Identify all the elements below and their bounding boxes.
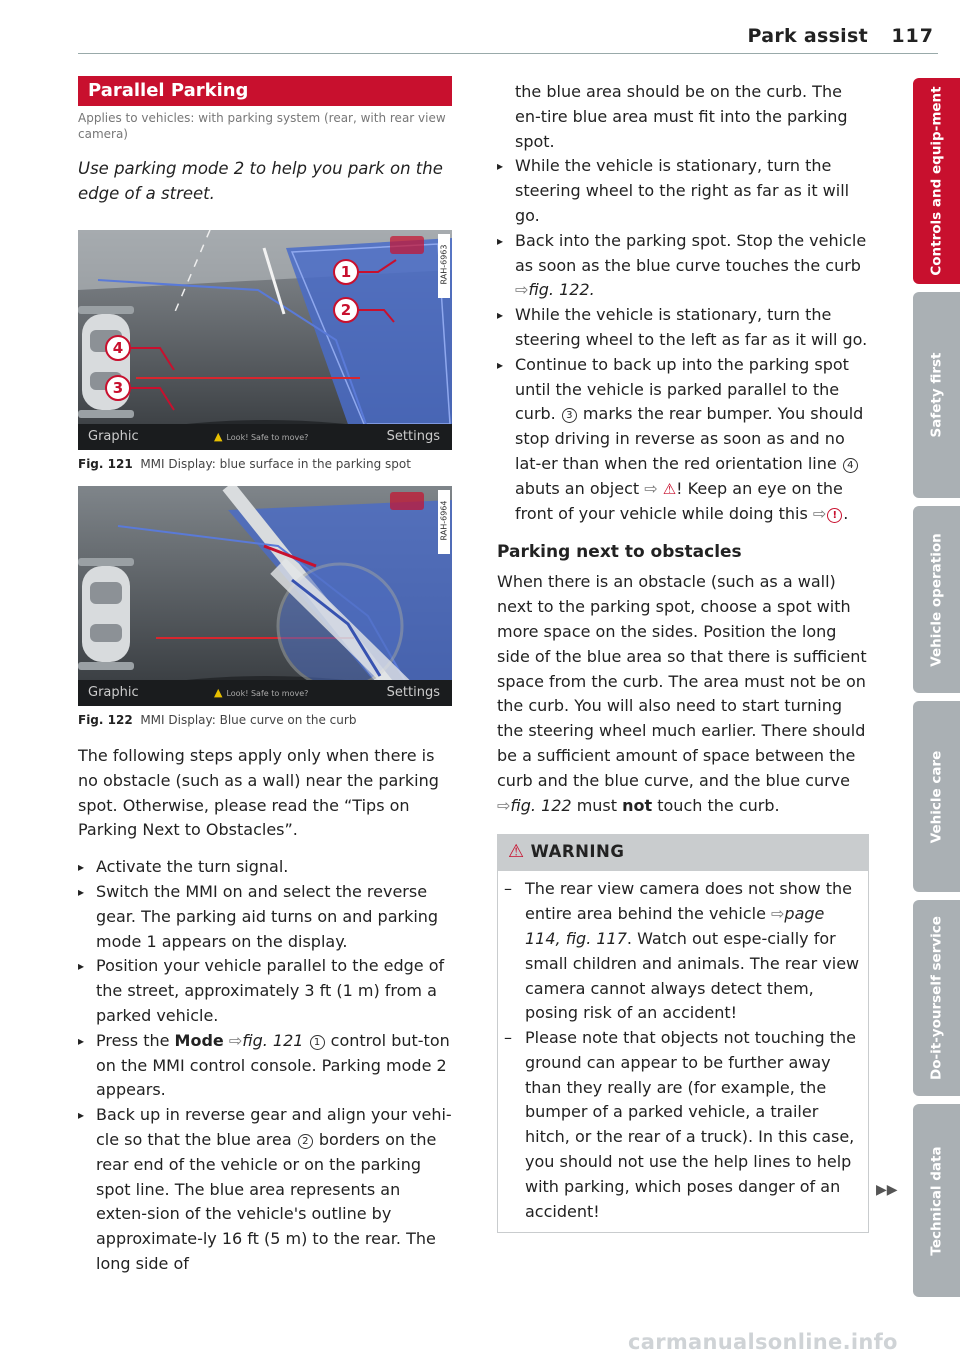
parking-camera-view-1 [78, 230, 452, 450]
continued-text: the blue area should be on the curb. The en-tire blue area must fit into the parking spot. [515, 82, 848, 151]
tab-vehicle-operation[interactable]: Vehicle operation [913, 506, 960, 693]
step-item: ▸ Back into the parking spot. Stop the vehicle as soon as the blue curve touches the curb ⇨fig. 122. [497, 229, 869, 303]
header-rule [78, 53, 938, 54]
parking-camera-view-2 [78, 486, 452, 706]
warning-list [504, 877, 862, 1224]
steps-list-left [78, 855, 452, 1277]
menu-graphic: Graphic [88, 685, 139, 700]
arrow-icon: ⇨ [228, 1030, 243, 1050]
arrow-icon: ⇨ [644, 478, 658, 498]
intro-text: Use parking mode 2 to help you park on the edge of a street. [78, 159, 443, 203]
applies-to-note: Applies to vehicles: with parking system (rear, with rear view camera) [78, 111, 446, 141]
mmi-display-fig122 [78, 486, 452, 706]
warning-triangle-icon: ▲ [214, 686, 223, 699]
step-item: ▸ While the vehicle is stationary, turn the steering wheel to the left as far as it will go. [497, 303, 869, 353]
obstacles-paragraph: When there is an obstacle (such as a wall) next to the parking spot, choose a spot with more space on the sides. Position the long side of the blue area so that there is sufficient space from the curb. The area must not be on the curb. You will also need to start turning the steering wheel much earlier. There should be a sufficient amount of space between the curb and the blue curve, and the blue curve ⇨fig. 122 must not touch the curb. [497, 572, 867, 815]
step-item: ▸ Back up in reverse gear and align your vehi-cle so that the blue area 2 borders on the rear end of the vehicle or on the parking spot line. The blue area represents an exten-sion of the vehicle's outline by approximate-ly 16 ft (5 m) to the rear. The long side of [78, 1103, 452, 1277]
page-link[interactable]: page 114, fig. 117 [525, 904, 825, 948]
menu-safety-prompt: ▲ Look! Safe to move? [214, 430, 309, 443]
arrow-icon: ⇨ [497, 795, 511, 815]
svg-text:2: 2 [340, 301, 352, 319]
step-item: ▸ Continue to back up into the parking spot until the vehicle is parked parallel to the curb. 3 marks the rear bumper. You should stop driving in reverse as soon as and no lat-er than when the red orientation line 4 abuts an object ⇨ ⚠! Keep an eye on the front of your vehicle while doing this ⇨ ! . [497, 353, 869, 527]
subheading-obstacles: Parking next to obstacles [497, 542, 742, 563]
menu-settings: Settings [386, 685, 440, 700]
steps-list-right [497, 154, 869, 526]
callout-number: 2 [298, 1134, 313, 1149]
arrow-icon: ⇨ [812, 503, 827, 523]
menu-safety-prompt: ▲ Look! Safe to move? [214, 686, 309, 699]
callout-number: 1 [310, 1035, 325, 1050]
arrow-icon: ⇨ [771, 904, 785, 924]
figure-code: RAH-6964 [438, 490, 450, 554]
warning-triangle-icon: ⚠ [662, 479, 677, 498]
figure-link[interactable]: fig. 122 [510, 795, 572, 815]
tab-technical-data[interactable]: Technical data [913, 1104, 960, 1297]
arrow-icon: ⇨ [515, 280, 529, 300]
left-column [78, 76, 452, 1277]
step-item: ▸ While the vehicle is stationary, turn the steering wheel to the right as far as it will go. [497, 154, 869, 228]
menu-settings: Settings [386, 429, 440, 444]
car-top-icon [78, 558, 134, 670]
car-top-icon [78, 306, 134, 418]
step-item: ▸ Activate the turn signal. [78, 855, 452, 880]
svg-text:3: 3 [112, 379, 124, 397]
mmi-menu-bar [78, 680, 452, 706]
watermark: carmanualsonline.info [628, 1330, 898, 1354]
continue-arrow-icon: ▶▶ [876, 1182, 898, 1198]
figure-caption-121: Fig. 121 MMI Display: blue surface in the parking spot [78, 457, 411, 471]
mmi-display-fig121 [78, 230, 452, 450]
intro-paragraph: The following steps apply only when there is no obstacle (such as a wall) near the parking spot. Otherwise, please read the “Tips on Parking Next to Obstacles”. [78, 746, 439, 840]
tab-vehicle-care[interactable]: Vehicle care [913, 701, 960, 892]
svg-text:1: 1 [340, 263, 352, 281]
figure-122 [78, 486, 452, 728]
warning-box [497, 834, 869, 1233]
mmi-menu-bar [78, 424, 452, 450]
figure-link[interactable]: fig. 122. [528, 280, 595, 300]
running-header-section: Park assist [747, 25, 868, 47]
tab-controls-and-equipment[interactable]: Controls and equip-ment [913, 78, 960, 284]
warning-triangle-icon: ⚠ [508, 841, 525, 863]
callout-number: 3 [562, 408, 577, 423]
warning-item: – The rear view camera does not show the entire area behind the vehicle ⇨page 114, fig. 117. Watch out espe-cially for small children and animals. The rear view camera cannot always detect them, posing risk of an accident! [504, 877, 862, 1026]
figure-link[interactable]: fig. 121 [242, 1030, 304, 1050]
figure-code: RAH-6963 [438, 234, 450, 298]
right-column [497, 80, 869, 1233]
warning-triangle-icon: ▲ [214, 430, 223, 443]
step-item: ▸ Press the Mode ⇨fig. 121 1 control but-ton on the MMI control console. Parking mode 2 appears. [78, 1029, 452, 1103]
svg-text:4: 4 [112, 339, 124, 357]
page-number: 117 [891, 25, 934, 47]
step-item: ▸ Switch the MMI on and select the reverse gear. The parking aid turns on and parking mode 1 appears on the display. [78, 880, 452, 954]
step-item: ▸ Position your vehicle parallel to the edge of the street, approximately 3 ft (1 m) from a parked vehicle. [78, 954, 452, 1028]
warning-item: – Please note that objects not touching the ground can appear to be further away than they really are (for example, the bumper of a parked vehicle, a trailer hitch, or the rear of a truck). In this case, you should not use the help lines to help with parking, which poses danger of an accident! [504, 1026, 862, 1224]
callout-number: 4 [843, 458, 858, 473]
notice-icon: ! [827, 508, 842, 523]
figure-caption-122: Fig. 122 MMI Display: Blue curve on the curb [78, 713, 357, 727]
section-title: Parallel Parking [78, 76, 452, 106]
warning-header: ⚠ WARNING [498, 835, 868, 871]
tab-do-it-yourself-service[interactable]: Do-it-yourself service [913, 900, 960, 1096]
figure-121 [78, 230, 452, 472]
tab-safety-first[interactable]: Safety first [913, 292, 960, 498]
menu-graphic: Graphic [88, 429, 139, 444]
